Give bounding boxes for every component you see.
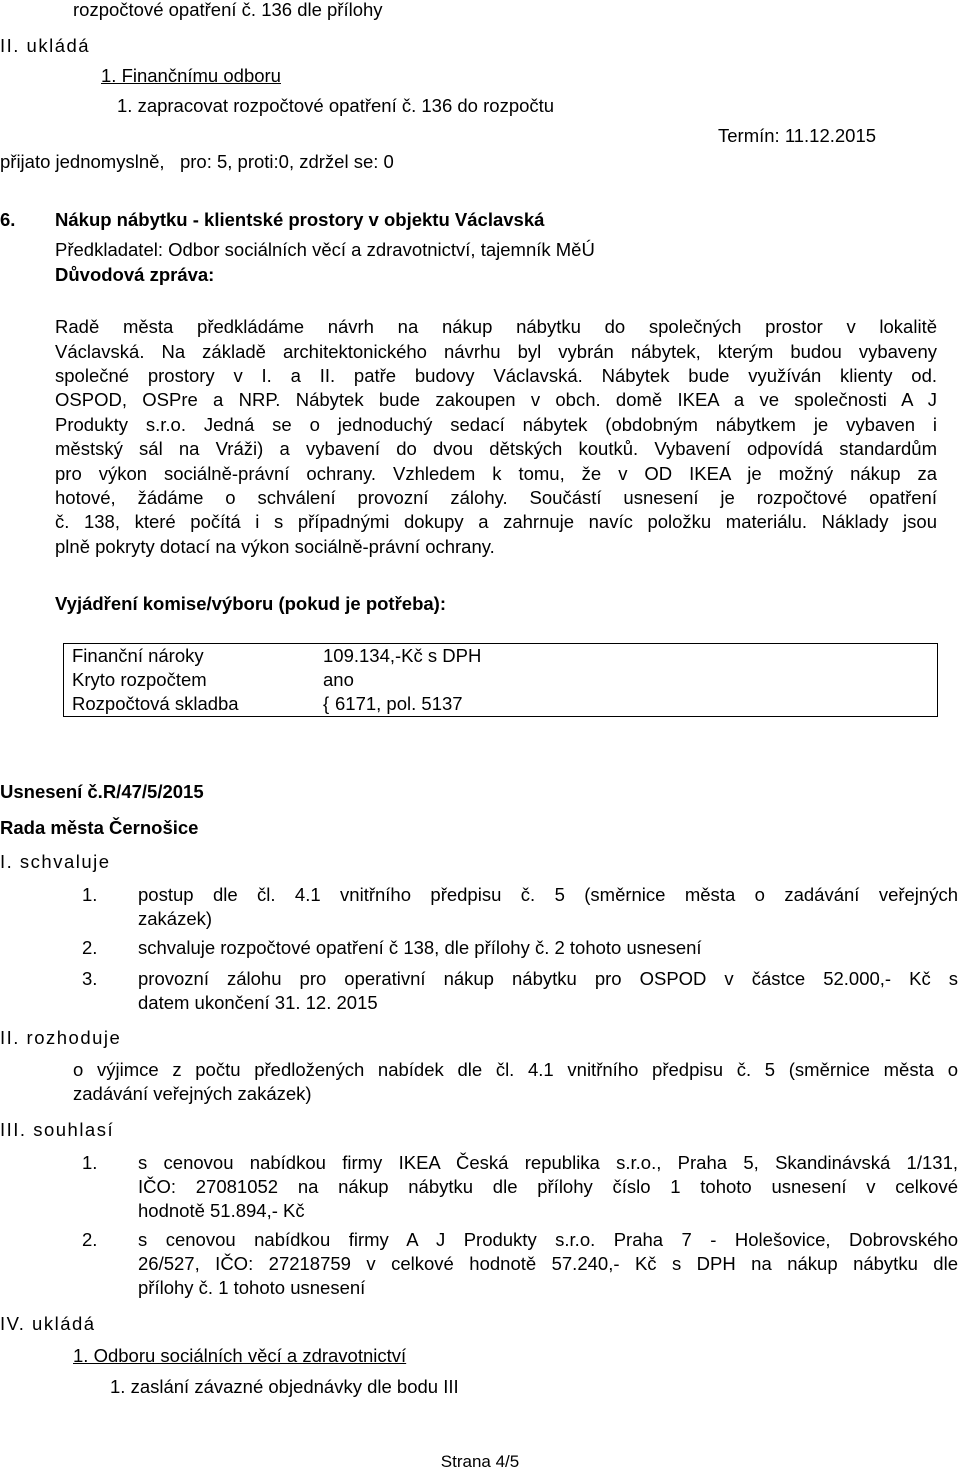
list-item-number: 2.: [82, 1229, 98, 1250]
section-rozhoduje-heading: II. rozhoduje: [0, 1027, 122, 1048]
list-item-continuation: 26/527, IČO: 27218759 v celkové hodnotě 57.240,- Kč s DPH na nákup nábytku dle: [138, 1253, 958, 1274]
list-item: provozní zálohu pro operativní nákup nábytku pro OSPOD v částce 52.000,- Kč s: [138, 968, 958, 989]
finance-value: [302, 692, 938, 717]
task-item: 1. zaslání závazné objednávky dle bodu III: [110, 1376, 459, 1397]
list-item-continuation: hodnotě 51.894,- Kč: [138, 1200, 305, 1221]
decision-text: o výjimce z počtu předložených nabídek dle čl. 4.1 vnitřního předpisu č. 5 (směrnice města o: [73, 1059, 958, 1080]
resolution-number: Usnesení č.R/47/5/2015: [0, 781, 204, 802]
list-item-number: 1.: [82, 1152, 98, 1173]
finance-value-text: 6171, pol. 5137: [335, 693, 463, 714]
report-line: hotové, žádáme o schválení provozní zálohy. Součástí usnesení je rozpočtové opatření: [55, 487, 937, 508]
section-uklada-heading-2: IV. ukládá: [0, 1313, 96, 1334]
brace-icon: {: [323, 693, 330, 714]
item-title: Nákup nábytku - klientské prostory v objektu Václavská: [55, 209, 545, 230]
list-item-continuation: datem ukončení 31. 12. 2015: [138, 992, 378, 1013]
report-line: OSPOD, OSPre a NRP. Nábytek bude zakoupen v obch. domě IKEA a ve společnosti A J: [55, 389, 937, 410]
deadline: Termín: 11.12.2015: [718, 125, 877, 146]
assignee-socialni-odbor: 1. Odboru sociálních věcí a zdravotnictví: [73, 1345, 407, 1366]
finance-label: Rozpočtová skladba: [72, 693, 239, 714]
council-name: Rada města Černošice: [0, 817, 199, 838]
vote-result: přijato jednomyslně, pro: 5, proti:0, zdržel se: 0: [0, 151, 394, 172]
list-item: schvaluje rozpočtové opatření č 138, dle přílohy č. 2 tohoto usnesení: [138, 937, 702, 958]
table-row: [64, 668, 938, 692]
finance-label: Kryto rozpočtem: [72, 669, 207, 690]
finance-label: Finanční nároky: [72, 645, 204, 666]
submitter: Předkladatel: Odbor sociálních věcí a zdravotnictví, tajemník MěÚ: [55, 239, 595, 260]
decision-text-continuation: zadávání veřejných zakázek): [73, 1083, 312, 1104]
table-row: [64, 692, 938, 717]
budget-measure-line: rozpočtové opatření č. 136 dle přílohy: [73, 0, 383, 20]
section-uklada-heading: II. ukládá: [0, 35, 91, 56]
committee-opinion-heading: Vyjádření komise/výboru (pokud je potřeba):: [55, 593, 446, 614]
report-line: pro výkon sociálně-právní ochrany. Vzhledem k tomu, že v OD IKEA je možný nákup za: [55, 463, 937, 484]
report-heading: Důvodová zpráva:: [55, 264, 215, 285]
table-row: [64, 644, 938, 669]
section-schvaluje-heading: I. schvaluje: [0, 851, 111, 872]
report-line: plně pokryty dotací na výkon sociálně-právní ochrany.: [55, 536, 495, 557]
finance-value: ano: [323, 669, 354, 690]
report-line: společné prostory v I. a II. patře budovy Václavská. Nábytek bude využíván klienty od.: [55, 365, 937, 386]
list-item-number: 3.: [82, 968, 98, 989]
list-item: s cenovou nabídkou firmy IKEA Česká republika s.r.o., Praha 5, Skandinávská 1/131,: [138, 1152, 958, 1173]
assignee-financni-odbor: 1. Finančnímu odboru: [101, 65, 281, 86]
finance-value: 109.134,-Kč s DPH: [323, 645, 482, 666]
finance-table: [63, 643, 938, 717]
list-item: postup dle čl. 4.1 vnitřního předpisu č. 5 (směrnice města o zadávání veřejných: [138, 884, 958, 905]
report-line: městský sál na Vráži) a vybavení do dvou dětských koutků. Vybavení odpovídá standardům: [55, 438, 937, 459]
list-item-continuation: přílohy č. 1 tohoto usnesení: [138, 1277, 366, 1298]
item-number: 6.: [0, 209, 16, 230]
page-number: Strana 4/5: [440, 1452, 520, 1471]
section-souhlasi-heading: III. souhlasí: [0, 1119, 115, 1140]
list-item-number: 1.: [82, 884, 98, 905]
report-line: č. 138, které počítá i s případnými dokupy a zahrnuje navíc položku materiálu. Náklady jsou: [55, 511, 937, 532]
report-line: Radě města předkládáme návrh na nákup nábytku do společných prostor v lokalitě: [55, 316, 937, 337]
list-item: s cenovou nabídkou firmy A J Produkty s.r.o. Praha 7 - Holešovice, Dobrovského: [138, 1229, 958, 1250]
report-line: Václavská. Na základě architektonického návrhu byl vybrán nábytek, kterým budou vybaveny: [55, 341, 937, 362]
list-item-continuation: zakázek): [138, 908, 213, 929]
list-item-number: 2.: [82, 937, 98, 958]
task-item: 1. zapracovat rozpočtové opatření č. 136 do rozpočtu: [117, 95, 555, 116]
list-item-continuation: IČO: 27081052 na nákup nábytku dle přílohy číslo 1 tohoto usnesení v celkové: [138, 1176, 958, 1197]
report-line: Produkty s.r.o. Jedná se o jednoduchý sedací nábytek (obdobným nábytkem je vybaven i: [55, 414, 937, 435]
